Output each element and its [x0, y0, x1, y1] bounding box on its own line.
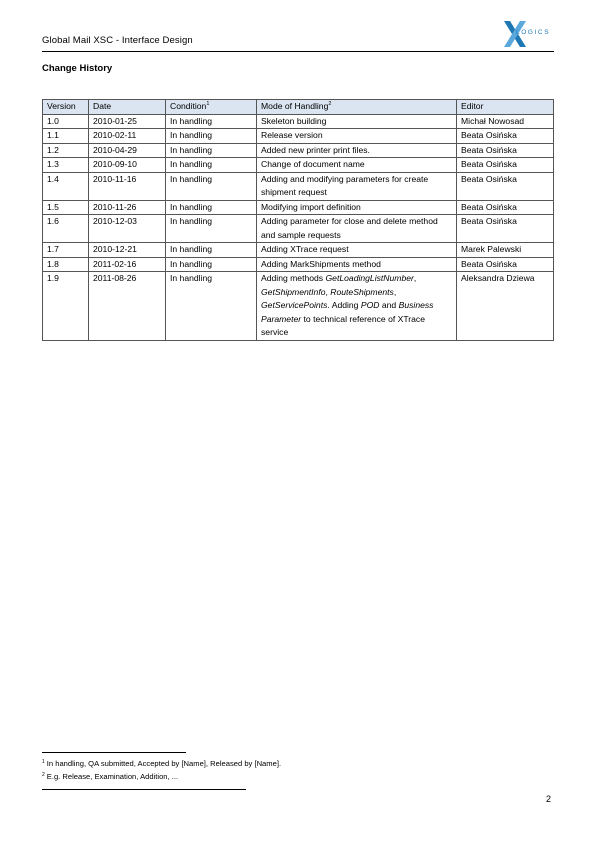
- cell-editor: Beata Osińska: [457, 143, 554, 158]
- cell-condition: In handling: [166, 200, 257, 215]
- cell-editor: Beata Osińska: [457, 200, 554, 215]
- cell-condition: In handling: [166, 172, 257, 200]
- method-name: GetShipmentInfo: [261, 286, 326, 297]
- cell-version: 1.0: [43, 114, 89, 129]
- footnote: [42, 771, 281, 784]
- table-header-row: [43, 100, 554, 115]
- cell-version: 1.2: [43, 143, 89, 158]
- cell-version: 1.5: [43, 200, 89, 215]
- table-row: [43, 172, 554, 200]
- cell-condition: In handling: [166, 257, 257, 272]
- mode-text: to technical reference of XTrace service: [261, 313, 425, 337]
- cell-date: 2010-11-16: [89, 172, 166, 200]
- cell-version: 1.9: [43, 272, 89, 341]
- footnote-text: In handling, QA submitted, Accepted by [Name], Released by [Name].: [46, 759, 282, 768]
- cell-condition: In handling: [166, 143, 257, 158]
- column-header-mode-label: Mode of Handling: [261, 101, 329, 111]
- table-row: [43, 200, 554, 215]
- footer-divider: [42, 789, 246, 790]
- cell-editor: Beata Osińska: [457, 158, 554, 173]
- document-header-title: Global Mail XSC - Interface Design: [42, 35, 193, 46]
- mode-text: Adding methods: [261, 273, 326, 283]
- section-heading: Change History: [42, 63, 113, 74]
- cell-editor: Michał Nowosad: [457, 114, 554, 129]
- cell-mode: Adding MarkShipments method: [257, 257, 457, 272]
- cell-date: 2010-04-29: [89, 143, 166, 158]
- parameter-name: Business Parameter: [261, 300, 434, 324]
- cell-mode: [257, 272, 457, 341]
- table-row: [43, 143, 554, 158]
- footnote-ref-1: 1: [206, 101, 210, 107]
- cell-version: 1.6: [43, 215, 89, 243]
- column-header-condition-label: Condition: [170, 101, 207, 111]
- cell-date: 2011-08-26: [89, 272, 166, 341]
- footnote-mark: 1: [42, 759, 45, 765]
- table-row: [43, 158, 554, 173]
- method-name: RouteShipments: [330, 286, 394, 297]
- table-row: [43, 272, 554, 341]
- cell-editor: Beata Osińska: [457, 257, 554, 272]
- cell-editor: Beata Osińska: [457, 172, 554, 200]
- cell-mode: Adding XTrace request: [257, 243, 457, 258]
- column-header-editor: Editor: [457, 100, 554, 115]
- cell-date: 2010-02-11: [89, 129, 166, 144]
- cell-date: 2011-02-16: [89, 257, 166, 272]
- parameter-name: POD: [360, 300, 380, 310]
- cell-version: 1.4: [43, 172, 89, 200]
- cell-editor: Beata Osińska: [457, 215, 554, 243]
- cell-date: 2010-12-03: [89, 215, 166, 243]
- cell-version: 1.8: [43, 257, 89, 272]
- footnote-text: E.g. Release, Examination, Addition, ...: [46, 771, 179, 781]
- cell-editor: Beata Osińska: [457, 129, 554, 144]
- column-header-version: Version: [43, 100, 89, 115]
- cell-mode: Adding and modifying parameters for create shipment request: [257, 172, 457, 200]
- page-number: 2: [546, 794, 552, 804]
- footnotes: [42, 758, 281, 783]
- logo-text: LOGICS: [516, 29, 551, 36]
- xlogics-logo: [500, 17, 556, 51]
- cell-condition: In handling: [166, 243, 257, 258]
- cell-date: 2010-01-25: [89, 114, 166, 129]
- cell-date: 2010-12-21: [89, 243, 166, 258]
- cell-condition: In handling: [166, 272, 257, 341]
- cell-version: 1.3: [43, 158, 89, 173]
- table-row: [43, 215, 554, 243]
- cell-condition: In handling: [166, 114, 257, 129]
- cell-version: 1.7: [43, 243, 89, 258]
- cell-condition: In handling: [166, 158, 257, 173]
- table-row: [43, 257, 554, 272]
- method-name: GetLoadingListNumber: [325, 273, 414, 283]
- cell-date: 2010-09-10: [89, 158, 166, 173]
- footnote-mark: 2: [42, 771, 45, 778]
- cell-mode: Adding parameter for close and delete method and sample requests: [257, 215, 457, 243]
- column-header-mode: [257, 100, 457, 115]
- cell-version: 1.1: [43, 129, 89, 144]
- mode-text: ,: [325, 286, 331, 297]
- header-divider: [42, 51, 554, 52]
- footnote-divider: [42, 752, 186, 753]
- cell-condition: In handling: [166, 129, 257, 144]
- cell-mode: Added new printer print files.: [257, 143, 457, 158]
- mode-text: . Adding: [327, 300, 361, 310]
- cell-mode: Skeleton building: [257, 114, 457, 129]
- column-header-date: Date: [89, 100, 166, 115]
- footnote: [42, 758, 281, 771]
- column-header-condition: [166, 100, 257, 115]
- table-row: [43, 114, 554, 129]
- cell-editor: Aleksandra Dziewa: [457, 272, 554, 341]
- change-history-table: [42, 99, 554, 341]
- footnote-ref-2: 2: [328, 101, 332, 107]
- cell-date: 2010-11-26: [89, 200, 166, 215]
- cell-mode: Change of document name: [257, 158, 457, 173]
- table-row: [43, 129, 554, 144]
- cell-editor: Marek Palewski: [457, 243, 554, 258]
- method-name: GetServicePoints: [261, 300, 328, 310]
- cell-mode: Release version: [257, 129, 457, 144]
- table-row: [43, 243, 554, 258]
- mode-text: and: [379, 300, 399, 310]
- mode-text: ,: [393, 286, 397, 297]
- cell-mode: Modifying import definition: [257, 200, 457, 215]
- mode-text: ,: [413, 273, 417, 283]
- cell-condition: In handling: [166, 215, 257, 243]
